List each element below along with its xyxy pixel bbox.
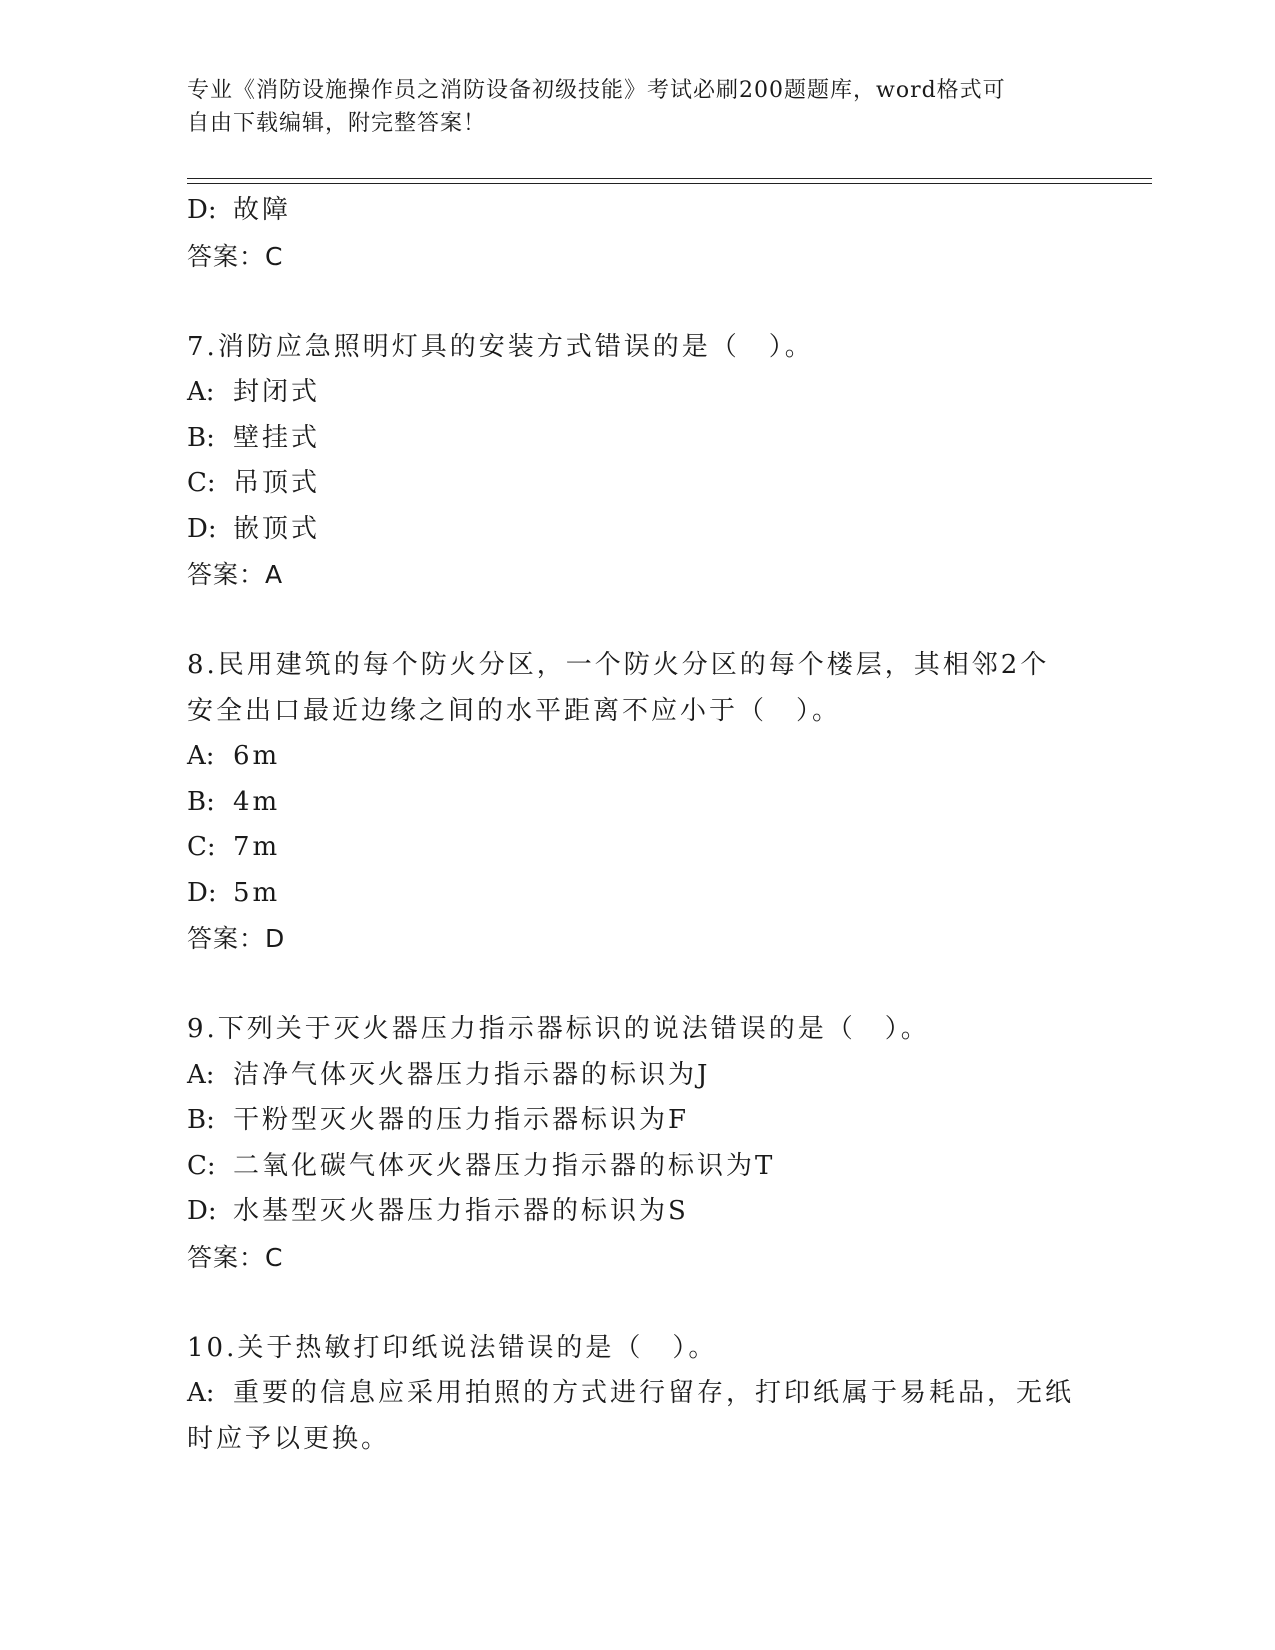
question-7-option-c bbox=[187, 461, 1087, 507]
option-key: B: bbox=[187, 786, 215, 817]
option-text: 5m bbox=[233, 877, 281, 908]
question-8-stem-line-2: 安全出口最近边缘之间的水平距离不应小于（ ）。 bbox=[187, 695, 842, 726]
question-list bbox=[187, 188, 1087, 1462]
option-text: 干粉型灭火器的压力指示器标识为F bbox=[233, 1105, 690, 1135]
question-8-stem-line-1: 8.民用建筑的每个防火分区，一个防火分区的每个楼层，其相邻2个 bbox=[187, 650, 1050, 680]
spacer bbox=[187, 1280, 1087, 1326]
option-text: 6m bbox=[233, 741, 281, 771]
question-8-option-b bbox=[187, 780, 1087, 826]
question-10-stem: 10.关于热敏打印纸说法错误的是（ ）。 bbox=[187, 1332, 718, 1363]
question-8-option-c bbox=[187, 825, 1087, 871]
option-key: B: bbox=[187, 1105, 215, 1135]
question-9-option-c bbox=[187, 1144, 1087, 1190]
question-7-option-b bbox=[187, 416, 1087, 462]
option-text: 重要的信息应采用拍照的方式进行留存，打印纸属于易耗品，无纸 bbox=[233, 1378, 1075, 1408]
header-line-2: 自由下载编辑，附完整答案！ bbox=[187, 111, 487, 136]
option-key: C: bbox=[187, 832, 216, 862]
spacer bbox=[187, 279, 1087, 325]
option-text: 二氧化碳气体灭火器压力指示器的标识为T bbox=[233, 1150, 776, 1181]
question-8-option-d bbox=[187, 871, 1087, 917]
question-8-option-a bbox=[187, 734, 1087, 780]
question-10-option-a bbox=[187, 1371, 1087, 1417]
option-key: D: bbox=[187, 513, 217, 544]
option-text: 故障 bbox=[233, 195, 292, 225]
option-text: 4m bbox=[233, 786, 281, 817]
option-text: 壁挂式 bbox=[233, 422, 321, 453]
option-key: A: bbox=[187, 377, 215, 407]
option-text: 封闭式 bbox=[233, 377, 321, 407]
question-7-option-d bbox=[187, 507, 1087, 553]
question-9-option-d bbox=[187, 1189, 1087, 1235]
option-text: 水基型灭火器压力指示器的标识为S bbox=[233, 1196, 689, 1226]
option-text: 7m bbox=[233, 832, 281, 862]
prev-answer: 答案：C bbox=[187, 241, 284, 271]
option-text: 洁净气体灭火器压力指示器的标识为J bbox=[233, 1059, 711, 1090]
document-header bbox=[187, 74, 1067, 140]
option-key: A: bbox=[187, 741, 215, 771]
spacer bbox=[187, 962, 1087, 1008]
option-key: A: bbox=[187, 1378, 215, 1408]
question-10-option-a-continued: 时应予以更换。 bbox=[187, 1423, 391, 1454]
option-key: B: bbox=[187, 422, 215, 453]
header-rule-top bbox=[187, 178, 1152, 179]
question-9-option-b bbox=[187, 1098, 1087, 1144]
question-7-stem: 7.消防应急照明灯具的安装方式错误的是（ ）。 bbox=[187, 331, 814, 362]
option-text: 吊顶式 bbox=[233, 468, 321, 498]
question-7-answer: 答案：A bbox=[187, 560, 284, 589]
option-key: D: bbox=[187, 1196, 217, 1226]
option-key: D: bbox=[187, 877, 217, 908]
option-key: A: bbox=[187, 1059, 215, 1090]
question-9-option-a bbox=[187, 1053, 1087, 1099]
option-key: D: bbox=[187, 195, 217, 225]
header-rule-bottom bbox=[187, 183, 1152, 184]
question-7-option-a bbox=[187, 370, 1087, 416]
question-8-answer: 答案：D bbox=[187, 924, 286, 953]
option-key: C: bbox=[187, 1150, 216, 1181]
header-line-1: 专业《消防设施操作员之消防设备初级技能》考试必刷200题题库，word格式可 bbox=[187, 78, 1006, 103]
option-key: C: bbox=[187, 468, 216, 498]
spacer bbox=[187, 598, 1087, 644]
question-9-answer: 答案：C bbox=[187, 1242, 284, 1272]
question-9-stem: 9.下列关于灭火器压力指示器标识的说法错误的是（ ）。 bbox=[187, 1014, 930, 1044]
prev-option-d bbox=[187, 188, 1087, 234]
option-text: 嵌顶式 bbox=[233, 513, 321, 544]
